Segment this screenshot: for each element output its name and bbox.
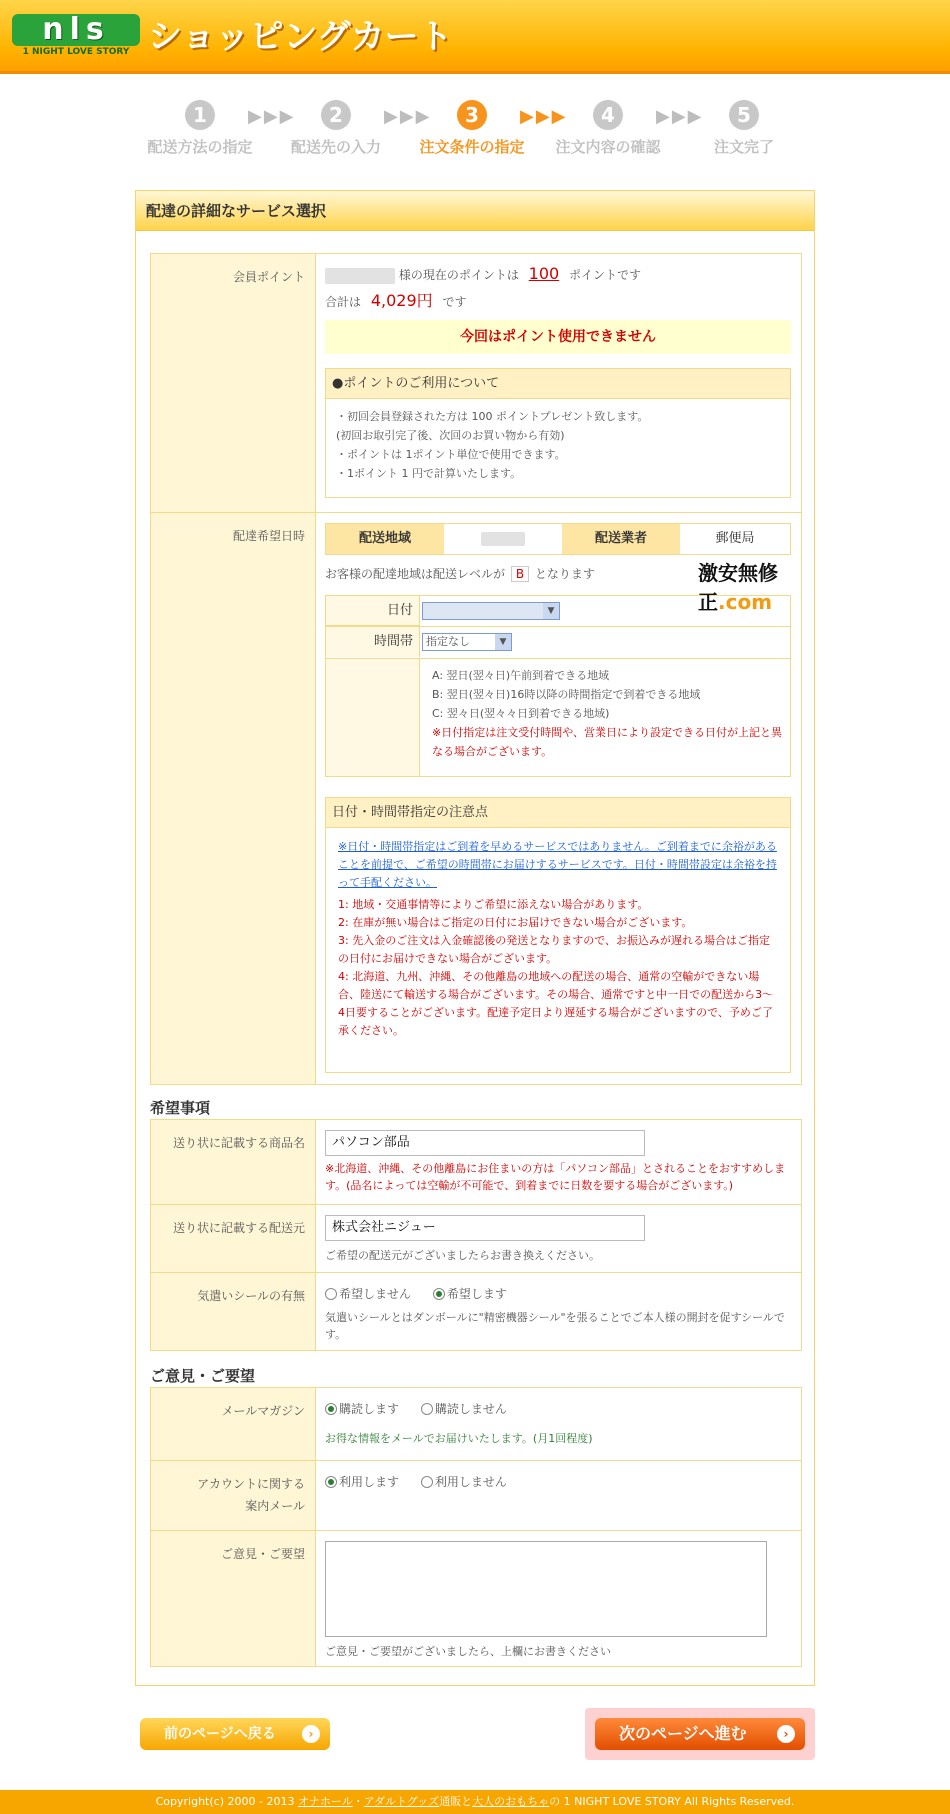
points-unit: ポイントです [569,268,642,282]
level-note: C: 翌々日(翌々々日到着できる地域) [432,707,610,720]
site-header [0,0,950,74]
points-info-box [325,368,791,498]
points-value: 100 [528,264,560,283]
step-number: 5 [729,100,759,130]
mail-magazine-row [151,1388,801,1460]
watermark [698,557,814,615]
opinion-title: ご意見・ご要望 [150,1367,256,1385]
area-carrier-table [325,523,791,555]
checkout-steps [130,100,820,162]
level-note: A: 翌日(翌々日)午前到着できる地域 [432,669,610,682]
time-select-wrap [422,633,786,651]
date-label: 日付 [326,596,420,626]
step-number: 4 [593,100,623,130]
caution-item: 3: 先入金のご注文は入金確認後の発送となりますので、お振込みが遅れる場合はご指定の日付にお届けできない場合がございます。 [338,934,770,965]
opinion-table [150,1387,802,1667]
level-note: B: 翌日(翌々日)16時以降の時間指定で到着できる地域 [432,688,701,701]
seal-note: 気遣いシールとはダンボールに"精密機器シール"を張ることでご本人様の開封を促すシールです。 [325,1311,785,1341]
step-number: 3 [457,100,487,130]
account-mail-row [151,1460,801,1530]
step-arrows: ▶▶▶ [520,106,568,127]
points-text: 様の現在のポイントは [398,268,519,282]
delivery-table [150,253,802,1085]
notes-label-cell [326,659,420,776]
footer-tail: の 1 NIGHT LOVE STORY All Rights Reserved. [549,1795,795,1808]
product-name-note: ※北海道、沖縄、その他離島にお住まいの方は「パソコン部品」とされることをおすすめします。(品名によっては空輸が不可能で、到着までに日数を要する場合がございます。) [325,1162,786,1192]
total-line [325,288,467,311]
sender-input[interactable]: 株式会社ニジュー [325,1215,645,1241]
points-line [325,264,641,284]
step-label: 配送先の入力 [290,138,381,156]
opinion-textarea[interactable] [325,1541,767,1637]
points-info-line: ・1ポイント 1 円で計算いたします。 [336,467,522,480]
mail-magazine-label: メールマガジン [151,1388,316,1460]
caution-item: 2: 在庫が無い場合はご指定の日付にお届けできない場合がございます。 [338,916,693,929]
account-mail-label-2: 案内メール [245,1499,305,1513]
sender-label: 送り状に記載する配送元 [151,1205,316,1272]
opinion-label: ご意見・ご要望 [151,1531,316,1666]
mail-magazine-options [325,1400,507,1417]
logo-mark: nls [12,14,140,46]
time-label: 時間帯 [326,627,420,657]
opinion-row [151,1530,801,1666]
points-info-line: ・初回会員登録された方は 100 ポイントプレゼント致します。 [336,410,649,423]
step-label: 注文完了 [713,138,774,156]
sender-note: ご希望の配送元がございましたらお書き換えください。 [325,1249,600,1262]
total-value: 4,029円 [370,291,433,310]
delivery-level: B [511,566,529,582]
mag-no-radio[interactable] [421,1403,433,1415]
seal-no-radio[interactable] [325,1288,337,1300]
caution-item: 4: 北海道、九州、沖縄、その他離島の地域への配送の場合、通常の空輸ができない場合、陸送にて輸送する場合がございます。その場合、通常ですと中一日での配送から3〜4日要することがございます。配達予定日より遅延する場合がございますので、予めご了承ください。 [338,970,774,1037]
next-page-button[interactable] [595,1718,805,1750]
watermark-main: 激安無修正 [698,561,778,614]
account-mail-label-1: アカウントに関する [197,1477,305,1491]
acct-no-radio[interactable] [421,1476,433,1488]
acct-yes-radio[interactable] [325,1476,337,1488]
step-label: 配送方法の指定 [147,138,253,156]
site-footer [0,1790,950,1814]
footer-link-adult-goods[interactable]: アダルトグッズ [363,1795,440,1808]
watermark-accent: .com [718,590,773,614]
caution-title: 日付・時間帯指定の注意点 [326,798,790,828]
sender-row [151,1204,801,1272]
acct-yes-label[interactable]: 利用します [339,1475,400,1489]
delivery-level-line [325,565,595,582]
next-label: 次のページへ進む [619,1724,747,1743]
level-note-warning: ※日付指定は注文受付時間や、営業日により設定できる日付が上記と異なる場合がございます。 [432,726,782,758]
prev-label: 前のページへ戻る [164,1726,276,1742]
carrier-value: 郵便局 [715,531,755,546]
caution-body [326,828,790,1050]
step-number: 1 [185,100,215,130]
seal-yes-label[interactable]: 希望します [446,1287,507,1301]
points-info-line: (初回お取引完了後、次回のお買い物から有効) [336,429,565,442]
caution-box [325,797,791,1073]
service-selection-panel [135,190,815,1686]
mail-magazine-note: お得な情報をメールでお届けいたします。(月1回程度) [325,1432,593,1445]
mag-no-label[interactable]: 購読しません [434,1402,507,1416]
site-logo[interactable] [12,14,140,60]
member-name [325,268,395,284]
footer-link-onahole[interactable]: オナホール [297,1795,353,1808]
seal-yes-radio[interactable] [433,1288,445,1300]
page-title: ショッピングカート [148,17,453,57]
requests-table [150,1119,802,1351]
account-mail-options [325,1473,507,1490]
level-notes [432,666,786,761]
mag-yes-radio[interactable] [325,1403,337,1415]
total-suffix: です [442,295,467,309]
step-arrows: ▶▶▶ [248,106,296,127]
seal-options [325,1285,507,1302]
step-label: 注文条件の指定 [419,138,525,156]
account-mail-label [151,1461,316,1530]
product-name-input[interactable]: パソコン部品 [325,1130,645,1156]
time-select[interactable] [422,633,512,651]
total-prefix: 合計は [325,295,362,309]
footer-link-toys[interactable]: 大人のおもちゃ [472,1795,550,1808]
date-select[interactable] [422,602,560,620]
mag-yes-label[interactable]: 購読します [339,1402,400,1416]
section-title: 配達の詳細なサービス選択 [136,191,814,231]
points-info-body [326,399,790,491]
acct-no-label[interactable]: 利用しません [434,1475,507,1489]
points-row [151,254,801,512]
arrow-right-icon: › [302,1725,320,1743]
area-label: 配送地域 [326,524,444,554]
chevron-down-icon: ▼ [543,603,559,619]
chevron-down-icon: ▼ [495,634,511,650]
requests-title: 希望事項 [150,1099,211,1117]
seal-label: 気遣いシールの有無 [151,1273,316,1350]
level-prefix: お客様の配達地域は配送レベルが [325,567,506,581]
step-5 [674,100,814,157]
step-arrows: ▶▶▶ [656,106,704,127]
area-value [444,524,562,554]
product-name-label: 送り状に記載する商品名 [151,1120,316,1204]
points-label: 会員ポイント [151,254,316,512]
time-value: 指定なし [426,635,470,648]
step-number: 2 [321,100,351,130]
product-name-row [151,1120,801,1204]
footer-mid: 通販と [439,1795,473,1808]
caution-item: 1: 地域・交通事情等によりご希望に添えない場合があります。 [338,898,649,911]
logo-tagline: 1 NIGHT LOVE STORY [22,47,130,57]
level-suffix: となります [534,567,595,581]
delivery-label: 配達希望日時 [151,513,316,1084]
points-info-line: ・ポイントは 1ポイント単位で使用できます。 [336,448,566,461]
opinion-note: ご意見・ご要望がございましたら、上欄にお書きください [325,1645,611,1658]
date-time-table [325,595,791,777]
points-info-title: ●ポイントのご利用について [326,369,790,399]
step-arrows: ▶▶▶ [384,106,432,127]
seal-row [151,1272,801,1350]
footer-sep: ・ [352,1795,364,1808]
step-label: 注文内容の確認 [555,138,661,156]
arrow-right-icon: › [777,1725,795,1743]
prev-page-button[interactable] [140,1718,330,1750]
seal-no-label[interactable]: 希望しません [339,1287,412,1301]
points-warning: 今回はポイント使用できません [325,320,791,354]
carrier-label: 配送業者 [562,524,680,554]
footer-copy: Copyright(c) 2000 - 2013 [155,1795,298,1808]
caution-link[interactable]: ※日付・時間帯指定はご到着を早めるサービスではありません。ご到着までに余裕があることを前提で、ご希望の時間帯にお届けするサービスです。日付・時間帯設定は余裕を持って手配ください。 [338,840,777,889]
